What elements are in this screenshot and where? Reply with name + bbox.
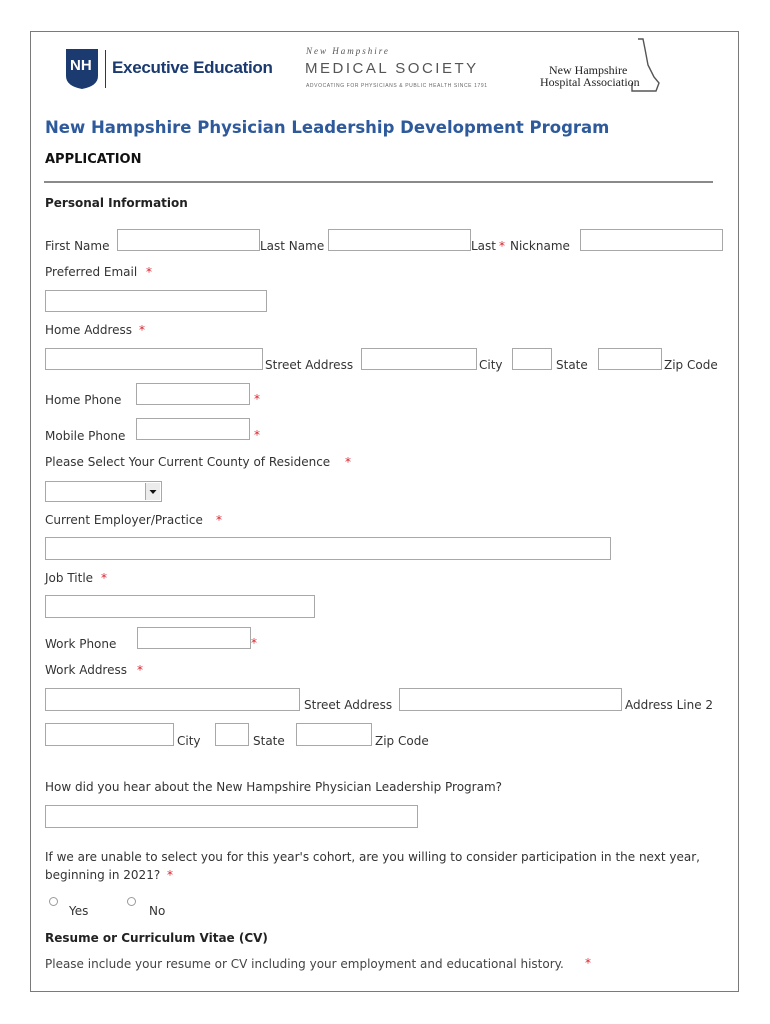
unh-mark: NH xyxy=(70,57,92,74)
city-label: City xyxy=(177,734,201,748)
nhha-line2: Hospital Association xyxy=(540,75,640,89)
required-marker: * xyxy=(499,239,505,253)
street-address-label: Street Address xyxy=(265,358,354,372)
next-year-question-line2: beginning in 2021? xyxy=(45,868,161,882)
unh-executive-education-text: Executive Education xyxy=(112,58,273,77)
mobile-phone-label: Mobile Phone xyxy=(45,429,126,443)
chevron-down-icon xyxy=(146,483,160,500)
mobile-phone-input[interactable] xyxy=(136,418,250,440)
work-address-line2-input[interactable] xyxy=(399,688,622,711)
required-marker: * xyxy=(254,428,260,442)
hear-about-label: How did you hear about the New Hampshire Physician Leadership Program? xyxy=(45,780,503,794)
nhms-main-text: MEDICAL SOCIETY xyxy=(305,60,479,77)
last-name-label: Last Name xyxy=(260,239,325,253)
section-personal-information: Personal Information xyxy=(45,196,188,210)
county-select[interactable] xyxy=(45,481,162,502)
job-title-input[interactable] xyxy=(45,595,315,618)
required-marker: * xyxy=(146,265,152,279)
preferred-email-input[interactable] xyxy=(45,290,267,312)
home-zip-input[interactable] xyxy=(598,348,662,370)
hear-about-input[interactable] xyxy=(45,805,418,828)
state-label: State xyxy=(253,734,285,748)
employer-input[interactable] xyxy=(45,537,611,560)
header-divider xyxy=(44,181,713,183)
first-name-label: First Name xyxy=(45,239,110,253)
home-city-input[interactable] xyxy=(361,348,477,370)
nickname-input[interactable] xyxy=(580,229,723,251)
dropdown-button[interactable] xyxy=(145,483,160,500)
home-phone-input[interactable] xyxy=(136,383,250,405)
resume-heading: Resume or Curriculum Vitae (CV) xyxy=(45,931,268,945)
first-name-input[interactable] xyxy=(117,229,260,251)
required-marker: * xyxy=(345,455,351,469)
logo-divider xyxy=(105,50,106,88)
work-city-input[interactable] xyxy=(45,723,174,746)
home-street-input[interactable] xyxy=(45,348,263,370)
home-address-label: Home Address xyxy=(45,323,133,337)
page-title: New Hampshire Physician Leadership Development Program xyxy=(45,118,610,137)
nhha-line1: New Hampshire xyxy=(549,63,628,77)
resume-description: Please include your resume or CV including your employment and educational history. xyxy=(45,957,564,971)
required-marker: * xyxy=(167,868,173,882)
nickname-label: Nickname xyxy=(510,239,570,253)
page-subtitle: APPLICATION xyxy=(45,152,142,167)
required-marker: * xyxy=(254,392,260,406)
job-title-label: Job Title xyxy=(45,571,94,585)
zip-code-label: Zip Code xyxy=(375,734,429,748)
home-state-input[interactable] xyxy=(512,348,552,370)
work-state-input[interactable] xyxy=(215,723,249,746)
work-phone-label: Work Phone xyxy=(45,637,117,651)
city-label: City xyxy=(479,358,503,372)
work-phone-input[interactable] xyxy=(137,627,251,649)
preferred-email-label: Preferred Email xyxy=(45,265,138,279)
last-label: Last xyxy=(471,239,496,253)
state-label: State xyxy=(556,358,588,372)
street-address-label: Street Address xyxy=(304,698,393,712)
required-marker: * xyxy=(137,663,143,677)
last-name-input[interactable] xyxy=(328,229,471,251)
required-marker: * xyxy=(139,323,145,337)
address-line-2-label: Address Line 2 xyxy=(625,698,714,712)
county-label: Please Select Your Current County of Residence xyxy=(45,455,331,469)
required-marker: * xyxy=(585,956,591,970)
yes-radio[interactable] xyxy=(49,897,58,906)
no-radio[interactable] xyxy=(127,897,136,906)
required-marker: * xyxy=(216,513,222,527)
required-marker: * xyxy=(101,571,107,585)
required-marker: * xyxy=(251,636,257,650)
next-year-question: If we are unable to select you for this year's cohort, are you willing to consider participation in the next year, xyxy=(45,850,700,864)
yes-label: Yes xyxy=(69,904,89,918)
home-phone-label: Home Phone xyxy=(45,393,122,407)
employer-label: Current Employer/Practice xyxy=(45,513,203,527)
work-street-input[interactable] xyxy=(45,688,300,711)
nhms-tagline: ADVOCATING FOR PHYSICIANS & PUBLIC HEALTH SINCE 1791 xyxy=(306,83,488,89)
work-zip-input[interactable] xyxy=(296,723,372,746)
work-address-label: Work Address xyxy=(45,663,127,677)
nhms-top-text: New Hampshire xyxy=(306,46,390,56)
no-label: No xyxy=(149,904,166,918)
form-frame xyxy=(30,31,739,992)
zip-code-label: Zip Code xyxy=(664,358,718,372)
